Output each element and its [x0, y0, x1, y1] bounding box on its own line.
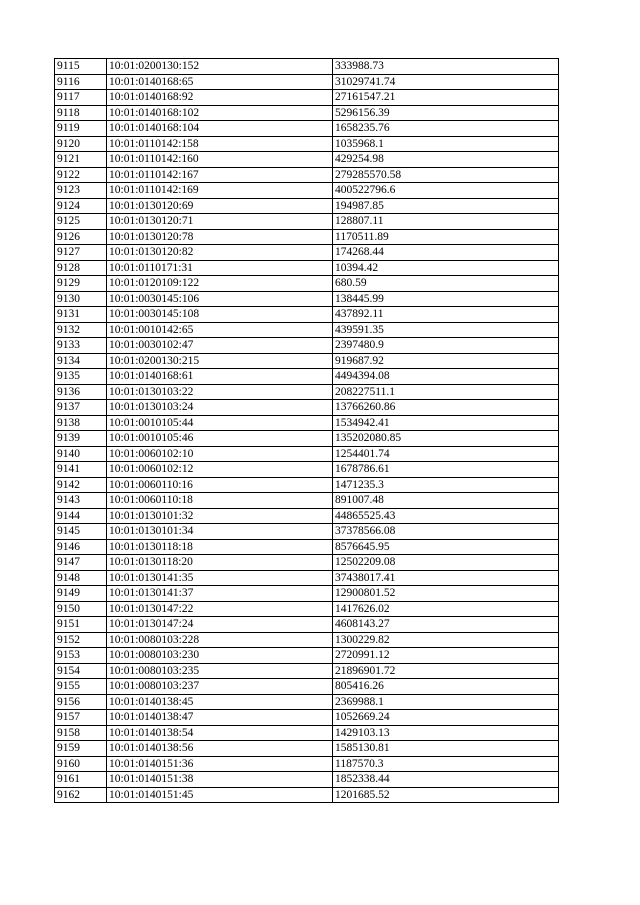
value-cell: 1254401.74: [333, 446, 559, 462]
row-number-cell: 9153: [55, 648, 107, 664]
row-number-cell: 9155: [55, 679, 107, 695]
cadastral-number-cell: 10:01:0060102:10: [107, 446, 333, 462]
cadastral-number-cell: 10:01:0080103:235: [107, 663, 333, 679]
value-cell: 1852338.44: [333, 772, 559, 788]
cadastral-number-cell: 10:01:0140151:36: [107, 756, 333, 772]
value-cell: 1678786.61: [333, 462, 559, 478]
table-row: [55, 338, 559, 354]
table-body: [55, 59, 559, 803]
row-number-cell: 9148: [55, 570, 107, 586]
cadastral-number-cell: 10:01:0110142:167: [107, 167, 333, 183]
table-row: [55, 90, 559, 106]
table-row: [55, 570, 559, 586]
value-cell: 128807.11: [333, 214, 559, 230]
row-number-cell: 9136: [55, 384, 107, 400]
cadastral-number-cell: 10:01:0010105:44: [107, 415, 333, 431]
table-row: [55, 276, 559, 292]
value-cell: 1035968.1: [333, 136, 559, 152]
row-number-cell: 9121: [55, 152, 107, 168]
table-row: [55, 508, 559, 524]
table-row: [55, 229, 559, 245]
cadastral-number-cell: 10:01:0110142:160: [107, 152, 333, 168]
table-row: [55, 555, 559, 571]
cadastral-number-cell: 10:01:0110142:158: [107, 136, 333, 152]
value-cell: 1052669.24: [333, 710, 559, 726]
cadastral-number-cell: 10:01:0140168:92: [107, 90, 333, 106]
cadastral-number-cell: 10:01:0140138:45: [107, 694, 333, 710]
row-number-cell: 9131: [55, 307, 107, 323]
value-cell: 21896901.72: [333, 663, 559, 679]
value-cell: 1300229.82: [333, 632, 559, 648]
row-number-cell: 9151: [55, 617, 107, 633]
row-number-cell: 9152: [55, 632, 107, 648]
table-row: [55, 694, 559, 710]
table-row: [55, 353, 559, 369]
value-cell: 2369988.1: [333, 694, 559, 710]
row-number-cell: 9130: [55, 291, 107, 307]
row-number-cell: 9117: [55, 90, 107, 106]
value-cell: 805416.26: [333, 679, 559, 695]
table-row: [55, 384, 559, 400]
row-number-cell: 9162: [55, 787, 107, 803]
value-cell: 1417626.02: [333, 601, 559, 617]
value-cell: 37378566.08: [333, 524, 559, 540]
value-cell: 1471235.3: [333, 477, 559, 493]
table-row: [55, 121, 559, 137]
cadastral-number-cell: 10:01:0060110:16: [107, 477, 333, 493]
row-number-cell: 9115: [55, 59, 107, 75]
table-row: [55, 787, 559, 803]
table-row: [55, 462, 559, 478]
table-row: [55, 152, 559, 168]
table-row: [55, 446, 559, 462]
table-row: [55, 59, 559, 75]
table-row: [55, 477, 559, 493]
cadastral-number-cell: 10:01:0200130:152: [107, 59, 333, 75]
table-row: [55, 586, 559, 602]
cadastral-number-cell: 10:01:0140138:56: [107, 741, 333, 757]
value-cell: 1201685.52: [333, 787, 559, 803]
value-cell: 13766260.86: [333, 400, 559, 416]
table-row: [55, 710, 559, 726]
cadastral-number-cell: 10:01:0140138:54: [107, 725, 333, 741]
cadastral-number-cell: 10:01:0080103:228: [107, 632, 333, 648]
value-cell: 12502209.08: [333, 555, 559, 571]
cadastral-number-cell: 10:01:0140168:61: [107, 369, 333, 385]
row-number-cell: 9118: [55, 105, 107, 121]
table-row: [55, 431, 559, 447]
table-row: [55, 648, 559, 664]
table-row: [55, 369, 559, 385]
cadastral-number-cell: 10:01:0140168:102: [107, 105, 333, 121]
row-number-cell: 9142: [55, 477, 107, 493]
row-number-cell: 9150: [55, 601, 107, 617]
table-row: [55, 198, 559, 214]
row-number-cell: 9129: [55, 276, 107, 292]
value-cell: 8576645.95: [333, 539, 559, 555]
value-cell: 400522796.6: [333, 183, 559, 199]
cadastral-number-cell: 10:01:0010105:46: [107, 431, 333, 447]
value-cell: 2720991.12: [333, 648, 559, 664]
row-number-cell: 9156: [55, 694, 107, 710]
table-row: [55, 105, 559, 121]
row-number-cell: 9160: [55, 756, 107, 772]
table-row: [55, 679, 559, 695]
cadastral-number-cell: 10:01:0130120:78: [107, 229, 333, 245]
cadastral-number-cell: 10:01:0130120:82: [107, 245, 333, 261]
cadastral-number-cell: 10:01:0140168:65: [107, 74, 333, 90]
cadastral-number-cell: 10:01:0110171:31: [107, 260, 333, 276]
cadastral-number-cell: 10:01:0030102:47: [107, 338, 333, 354]
table-row: [55, 756, 559, 772]
table-row: [55, 183, 559, 199]
row-number-cell: 9132: [55, 322, 107, 338]
row-number-cell: 9157: [55, 710, 107, 726]
value-cell: 138445.99: [333, 291, 559, 307]
cadastral-number-cell: 10:01:0030145:106: [107, 291, 333, 307]
table-row: [55, 136, 559, 152]
row-number-cell: 9120: [55, 136, 107, 152]
row-number-cell: 9158: [55, 725, 107, 741]
row-number-cell: 9147: [55, 555, 107, 571]
row-number-cell: 9149: [55, 586, 107, 602]
table-row: [55, 322, 559, 338]
row-number-cell: 9159: [55, 741, 107, 757]
cadastral-number-cell: 10:01:0080103:237: [107, 679, 333, 695]
cadastral-number-cell: 10:01:0130147:24: [107, 617, 333, 633]
value-cell: 12900801.52: [333, 586, 559, 602]
table-row: [55, 167, 559, 183]
value-cell: 37438017.41: [333, 570, 559, 586]
table-row: [55, 539, 559, 555]
row-number-cell: 9135: [55, 369, 107, 385]
cadastral-number-cell: 10:01:0130120:71: [107, 214, 333, 230]
cadastral-number-cell: 10:01:0110142:169: [107, 183, 333, 199]
cadastral-number-cell: 10:01:0130101:32: [107, 508, 333, 524]
value-cell: 10394.42: [333, 260, 559, 276]
cadastral-number-cell: 10:01:0120109:122: [107, 276, 333, 292]
value-cell: 2397480.9: [333, 338, 559, 354]
row-number-cell: 9154: [55, 663, 107, 679]
table-row: [55, 725, 559, 741]
value-cell: 27161547.21: [333, 90, 559, 106]
table-row: [55, 307, 559, 323]
row-number-cell: 9161: [55, 772, 107, 788]
table-row: [55, 617, 559, 633]
value-cell: 680.59: [333, 276, 559, 292]
table-row: [55, 663, 559, 679]
value-cell: 194987.85: [333, 198, 559, 214]
row-number-cell: 9133: [55, 338, 107, 354]
cadastral-number-cell: 10:01:0130141:35: [107, 570, 333, 586]
value-cell: 1534942.41: [333, 415, 559, 431]
cadastral-number-cell: 10:01:0060102:12: [107, 462, 333, 478]
row-number-cell: 9137: [55, 400, 107, 416]
value-cell: 44865525.43: [333, 508, 559, 524]
cadastral-number-cell: 10:01:0080103:230: [107, 648, 333, 664]
cadastral-number-cell: 10:01:0200130:215: [107, 353, 333, 369]
value-cell: 31029741.74: [333, 74, 559, 90]
data-table: [54, 58, 559, 803]
row-number-cell: 9125: [55, 214, 107, 230]
row-number-cell: 9146: [55, 539, 107, 555]
cadastral-number-cell: 10:01:0130147:22: [107, 601, 333, 617]
value-cell: 208227511.1: [333, 384, 559, 400]
value-cell: 174268.44: [333, 245, 559, 261]
table-row: [55, 741, 559, 757]
table-row: [55, 493, 559, 509]
row-number-cell: 9134: [55, 353, 107, 369]
value-cell: 891007.48: [333, 493, 559, 509]
cadastral-number-cell: 10:01:0130103:22: [107, 384, 333, 400]
row-number-cell: 9127: [55, 245, 107, 261]
row-number-cell: 9116: [55, 74, 107, 90]
row-number-cell: 9139: [55, 431, 107, 447]
table-row: [55, 772, 559, 788]
value-cell: 1429103.13: [333, 725, 559, 741]
value-cell: 333988.73: [333, 59, 559, 75]
cadastral-number-cell: 10:01:0130101:34: [107, 524, 333, 540]
value-cell: 4608143.27: [333, 617, 559, 633]
row-number-cell: 9126: [55, 229, 107, 245]
row-number-cell: 9123: [55, 183, 107, 199]
table-row: [55, 415, 559, 431]
row-number-cell: 9122: [55, 167, 107, 183]
value-cell: 5296156.39: [333, 105, 559, 121]
cadastral-number-cell: 10:01:0130118:18: [107, 539, 333, 555]
value-cell: 1187570.3: [333, 756, 559, 772]
value-cell: 135202080.85: [333, 431, 559, 447]
cadastral-number-cell: 10:01:0140151:45: [107, 787, 333, 803]
row-number-cell: 9138: [55, 415, 107, 431]
row-number-cell: 9144: [55, 508, 107, 524]
table-row: [55, 291, 559, 307]
cadastral-number-cell: 10:01:0140138:47: [107, 710, 333, 726]
table-row: [55, 632, 559, 648]
value-cell: 1170511.89: [333, 229, 559, 245]
cadastral-number-cell: 10:01:0030145:108: [107, 307, 333, 323]
table-row: [55, 601, 559, 617]
row-number-cell: 9143: [55, 493, 107, 509]
value-cell: 279285570.58: [333, 167, 559, 183]
cadastral-number-cell: 10:01:0140151:38: [107, 772, 333, 788]
row-number-cell: 9119: [55, 121, 107, 137]
cadastral-number-cell: 10:01:0060110:18: [107, 493, 333, 509]
value-cell: 437892.11: [333, 307, 559, 323]
value-cell: 4494394.08: [333, 369, 559, 385]
table-row: [55, 260, 559, 276]
table-row: [55, 74, 559, 90]
cadastral-number-cell: 10:01:0130103:24: [107, 400, 333, 416]
row-number-cell: 9124: [55, 198, 107, 214]
value-cell: 919687.92: [333, 353, 559, 369]
cadastral-number-cell: 10:01:0140168:104: [107, 121, 333, 137]
value-cell: 1658235.76: [333, 121, 559, 137]
table-row: [55, 400, 559, 416]
cadastral-number-cell: 10:01:0130120:69: [107, 198, 333, 214]
row-number-cell: 9140: [55, 446, 107, 462]
value-cell: 1585130.81: [333, 741, 559, 757]
table-row: [55, 214, 559, 230]
table-row: [55, 524, 559, 540]
cadastral-number-cell: 10:01:0010142:65: [107, 322, 333, 338]
cadastral-number-cell: 10:01:0130141:37: [107, 586, 333, 602]
cadastral-number-cell: 10:01:0130118:20: [107, 555, 333, 571]
table-row: [55, 245, 559, 261]
row-number-cell: 9128: [55, 260, 107, 276]
row-number-cell: 9141: [55, 462, 107, 478]
value-cell: 429254.98: [333, 152, 559, 168]
value-cell: 439591.35: [333, 322, 559, 338]
row-number-cell: 9145: [55, 524, 107, 540]
